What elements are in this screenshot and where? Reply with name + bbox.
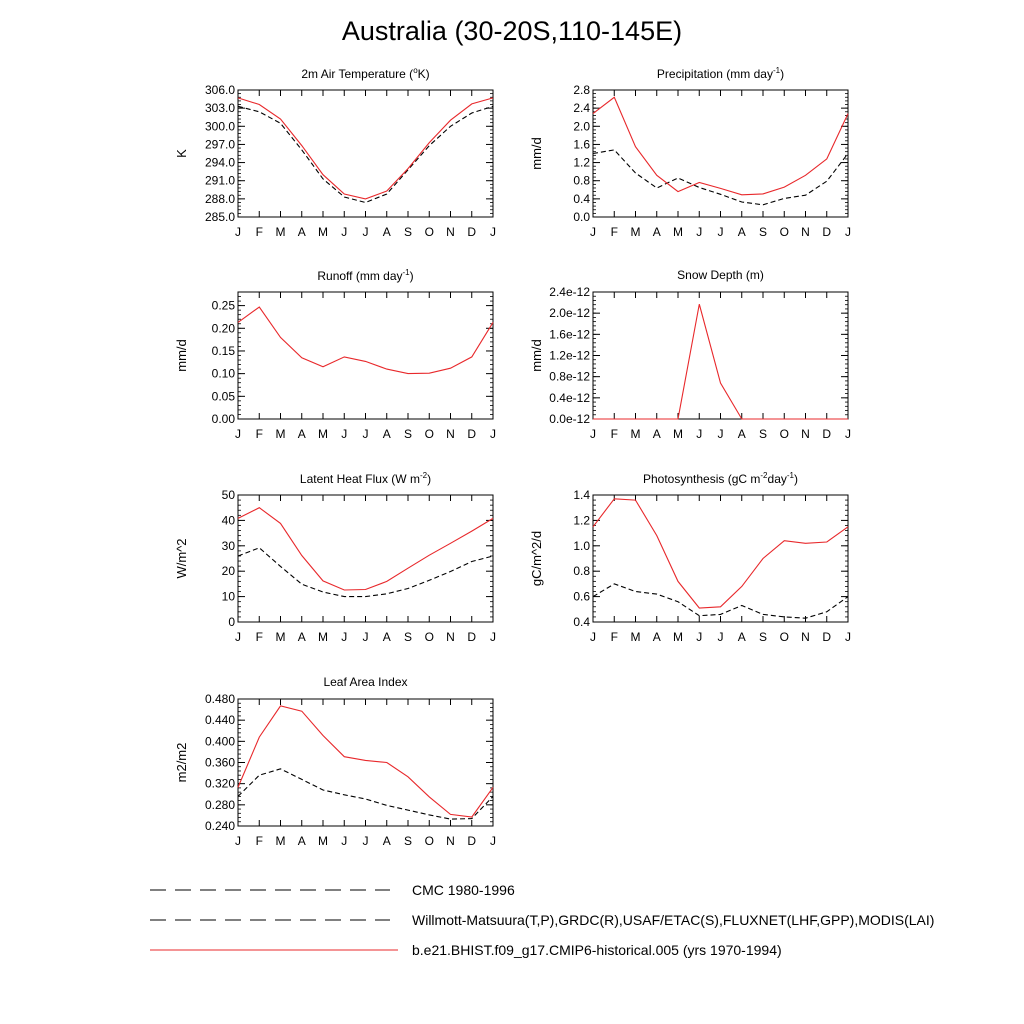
x-tick-label: J: [696, 427, 703, 441]
x-tick-label: S: [403, 427, 413, 441]
legend: [150, 872, 1010, 972]
series-line-obs: [593, 584, 848, 618]
x-tick-label: M: [673, 427, 683, 441]
y-tick-label: 1.6e-12: [549, 327, 590, 342]
x-tick-label: M: [630, 225, 641, 239]
x-tick-label: F: [255, 427, 263, 441]
plot-frame: [238, 495, 493, 622]
y-tick-label: 0.440: [204, 713, 235, 728]
chart-svg: [515, 66, 875, 251]
x-tick-label: F: [610, 225, 618, 239]
x-tick-label: J: [235, 834, 241, 848]
plot-frame: [593, 90, 848, 217]
y-tick-label: 50: [221, 488, 235, 502]
x-tick-label: J: [235, 630, 241, 644]
panel-runoff: [160, 268, 496, 453]
x-tick-label: M: [318, 630, 328, 644]
x-tick-label: N: [801, 427, 810, 441]
y-tick-label: 306.0: [204, 83, 235, 97]
y-axis-label: W/m^2: [174, 538, 189, 579]
chart-title: 2m Air Temperature ($^o$K): [301, 66, 430, 81]
x-tick-label: O: [424, 225, 434, 239]
y-tick-label: 0.8: [573, 564, 590, 579]
x-tick-label: J: [845, 427, 851, 441]
y-tick-label: 0.8: [573, 173, 590, 188]
chart-svg: [160, 471, 520, 656]
chart-svg: [515, 268, 875, 453]
chart-svg: [160, 268, 520, 453]
x-tick-label: A: [652, 427, 661, 441]
x-tick-label: M: [318, 834, 328, 848]
x-tick-label: F: [610, 427, 618, 441]
chart-title: Leaf Area Index: [323, 675, 408, 689]
x-tick-label: J: [717, 225, 724, 239]
x-tick-label: N: [801, 225, 810, 239]
y-tick-label: 0.25: [211, 298, 235, 313]
legend-label-obs-1: CMC 1980-1996: [412, 882, 515, 898]
x-tick-label: J: [590, 225, 596, 239]
legend-item-obs-2: [150, 910, 1010, 930]
y-tick-label: 1.2: [573, 155, 590, 170]
y-tick-label: 0.00: [211, 412, 235, 426]
y-tick-label: 2.4: [573, 101, 590, 116]
x-tick-label: F: [610, 630, 618, 644]
x-tick-label: J: [717, 630, 724, 644]
y-axis-label: m2/m2: [174, 742, 189, 783]
x-tick-label: S: [403, 630, 413, 644]
x-tick-label: M: [673, 630, 683, 644]
y-tick-label: 0.4: [573, 615, 590, 629]
x-tick-label: S: [758, 427, 768, 441]
y-tick-label: 30: [221, 538, 235, 553]
x-tick-label: O: [424, 630, 434, 644]
y-tick-label: 0.320: [204, 776, 235, 791]
x-tick-label: J: [362, 225, 369, 239]
series-line-model: [593, 304, 848, 419]
x-tick-label: J: [590, 427, 596, 441]
x-tick-label: N: [446, 834, 455, 848]
y-axis-label: mm/d: [529, 137, 544, 170]
panel-leaf-area-index: [160, 675, 496, 860]
panel-latent-heat-flux: [160, 471, 496, 656]
plot-frame: [238, 292, 493, 419]
x-tick-label: O: [779, 630, 789, 644]
y-tick-label: 0.4: [573, 191, 590, 206]
series-line-obs: [593, 150, 848, 205]
legend-swatch-obs-2: [150, 910, 400, 930]
y-tick-label: 2.0e-12: [549, 306, 590, 321]
y-tick-label: 1.0: [573, 538, 590, 553]
y-tick-label: 291.0: [204, 173, 235, 188]
series-line-model: [238, 307, 493, 374]
x-tick-label: J: [235, 427, 241, 441]
y-tick-label: 294.0: [204, 155, 235, 170]
x-tick-label: J: [235, 225, 241, 239]
x-tick-label: M: [630, 427, 641, 441]
legend-swatch-obs-1: [150, 880, 400, 900]
y-tick-label: 0.0e-12: [549, 412, 590, 426]
x-tick-label: F: [255, 630, 263, 644]
x-tick-label: M: [275, 630, 286, 644]
y-tick-label: 1.2: [573, 513, 590, 528]
y-tick-label: 300.0: [204, 119, 235, 134]
y-tick-label: 0.400: [204, 734, 235, 749]
x-tick-label: N: [446, 427, 455, 441]
y-tick-label: 2.0: [573, 119, 590, 134]
x-tick-label: J: [845, 225, 851, 239]
x-tick-label: D: [467, 427, 477, 441]
x-tick-label: A: [382, 427, 391, 441]
panel-photosynthesis: [515, 471, 851, 656]
chart-title: Snow Depth (m): [677, 268, 764, 282]
x-tick-label: A: [297, 225, 306, 239]
x-tick-label: A: [737, 225, 746, 239]
x-tick-label: M: [318, 427, 328, 441]
series-line-model: [593, 97, 848, 195]
x-tick-label: O: [424, 834, 434, 848]
y-tick-label: 0.0: [573, 210, 590, 224]
x-tick-label: J: [696, 630, 703, 644]
chart-svg: [515, 471, 875, 656]
series-line-model: [238, 706, 493, 817]
panel-snow-depth: [515, 268, 851, 453]
x-tick-label: N: [801, 630, 810, 644]
y-tick-label: 2.4e-12: [549, 285, 590, 299]
series-line-model: [593, 499, 848, 608]
series-line-model: [238, 508, 493, 590]
y-axis-label: mm/d: [174, 339, 189, 372]
x-tick-label: J: [341, 834, 348, 848]
x-tick-label: J: [341, 630, 348, 644]
legend-label-obs-2: Willmott-Matsuura(T,P),GRDC(R),USAF/ETAC(S),FLUXNET(LHF,GPP),MODIS(LAI): [412, 912, 935, 928]
y-tick-label: 0.480: [204, 692, 235, 706]
x-tick-label: J: [341, 225, 348, 239]
y-axis-label: K: [174, 149, 189, 158]
y-tick-label: 0.20: [211, 321, 235, 336]
y-tick-label: 0.10: [211, 366, 235, 381]
x-tick-label: S: [403, 834, 413, 848]
x-tick-label: F: [255, 834, 263, 848]
series-line-obs: [238, 106, 493, 202]
legend-item-obs-1: [150, 880, 1010, 900]
legend-item-model: [150, 940, 1010, 960]
chart-title: Latent Heat Flux (W $m^{-2}$): [299, 471, 432, 486]
x-tick-label: J: [717, 427, 724, 441]
chart-title: Runoff (mm day$^{-1}$): [317, 268, 414, 283]
x-tick-label: M: [275, 834, 286, 848]
x-tick-label: J: [341, 427, 348, 441]
y-tick-label: 0.4e-12: [549, 390, 590, 405]
panel-precipitation: [515, 66, 851, 251]
x-tick-label: D: [822, 225, 832, 239]
series-line-model: [238, 98, 493, 199]
x-tick-label: A: [737, 630, 746, 644]
y-axis-label: mm/d: [529, 339, 544, 372]
y-axis-label: gC/m^2/d: [529, 530, 544, 587]
y-tick-label: 288.0: [204, 191, 235, 206]
y-tick-label: 297.0: [204, 137, 235, 152]
x-tick-label: A: [737, 427, 746, 441]
y-tick-label: 303.0: [204, 101, 235, 116]
y-tick-label: 0.15: [211, 343, 235, 358]
x-tick-label: A: [297, 630, 306, 644]
x-tick-label: D: [467, 225, 477, 239]
x-tick-label: O: [424, 427, 434, 441]
x-tick-label: O: [779, 225, 789, 239]
chart-svg: [160, 675, 520, 860]
x-tick-label: M: [275, 427, 286, 441]
x-tick-label: N: [446, 630, 455, 644]
series-line-obs: [238, 769, 493, 819]
x-tick-label: D: [822, 427, 832, 441]
y-tick-label: 2.8: [573, 83, 590, 97]
y-tick-label: 285.0: [204, 210, 235, 224]
x-tick-label: J: [490, 834, 496, 848]
main-title: Australia (30-20S,110-145E): [341, 16, 683, 46]
y-tick-label: 0.280: [204, 797, 235, 812]
chart-title: Precipitation (mm day$^{-1}$): [656, 66, 785, 81]
x-tick-label: A: [382, 834, 391, 848]
legend-label-model: b.e21.BHIST.f09_g17.CMIP6-historical.005 (yrs 1970-1994): [412, 942, 782, 958]
y-tick-label: 0.6: [573, 589, 590, 604]
x-tick-label: A: [297, 427, 306, 441]
x-tick-label: J: [490, 225, 496, 239]
y-tick-label: 0.8e-12: [549, 369, 590, 384]
y-tick-label: 20: [221, 564, 235, 579]
x-tick-label: M: [318, 225, 328, 239]
y-tick-label: 0.240: [204, 819, 235, 833]
x-tick-label: J: [590, 630, 596, 644]
y-tick-label: 40: [221, 513, 235, 528]
y-tick-label: 10: [221, 589, 235, 604]
plot-frame: [238, 90, 493, 217]
y-tick-label: 0.360: [204, 755, 235, 770]
y-tick-label: 0: [228, 615, 235, 629]
x-tick-label: A: [382, 225, 391, 239]
x-tick-label: S: [758, 630, 768, 644]
y-tick-label: 1.4: [573, 488, 590, 502]
legend-swatch-model: [150, 940, 400, 960]
x-tick-label: J: [362, 834, 369, 848]
x-tick-label: A: [652, 225, 661, 239]
plot-frame: [593, 495, 848, 622]
x-tick-label: M: [275, 225, 286, 239]
x-tick-label: O: [779, 427, 789, 441]
x-tick-label: D: [467, 834, 477, 848]
x-tick-label: D: [467, 630, 477, 644]
x-tick-label: S: [403, 225, 413, 239]
x-tick-label: M: [673, 225, 683, 239]
x-tick-label: A: [652, 630, 661, 644]
x-tick-label: A: [297, 834, 306, 848]
y-tick-label: 1.6: [573, 137, 590, 152]
x-tick-label: F: [255, 225, 263, 239]
x-tick-label: D: [822, 630, 832, 644]
y-tick-label: 1.2e-12: [549, 348, 590, 363]
y-tick-label: 0.05: [211, 389, 235, 404]
chart-svg: [160, 66, 520, 251]
plot-frame: [238, 699, 493, 826]
x-tick-label: A: [382, 630, 391, 644]
x-tick-label: S: [758, 225, 768, 239]
x-tick-label: J: [845, 630, 851, 644]
plot-frame: [593, 292, 848, 419]
x-tick-label: J: [490, 630, 496, 644]
panel-air-temperature: [160, 66, 496, 251]
chart-title: Photosynthesis (gC $m^{-2}day^{-1}$): [643, 471, 798, 486]
x-tick-label: M: [630, 630, 641, 644]
x-tick-label: J: [362, 630, 369, 644]
x-tick-label: J: [362, 427, 369, 441]
x-tick-label: J: [490, 427, 496, 441]
x-tick-label: N: [446, 225, 455, 239]
x-tick-label: J: [696, 225, 703, 239]
